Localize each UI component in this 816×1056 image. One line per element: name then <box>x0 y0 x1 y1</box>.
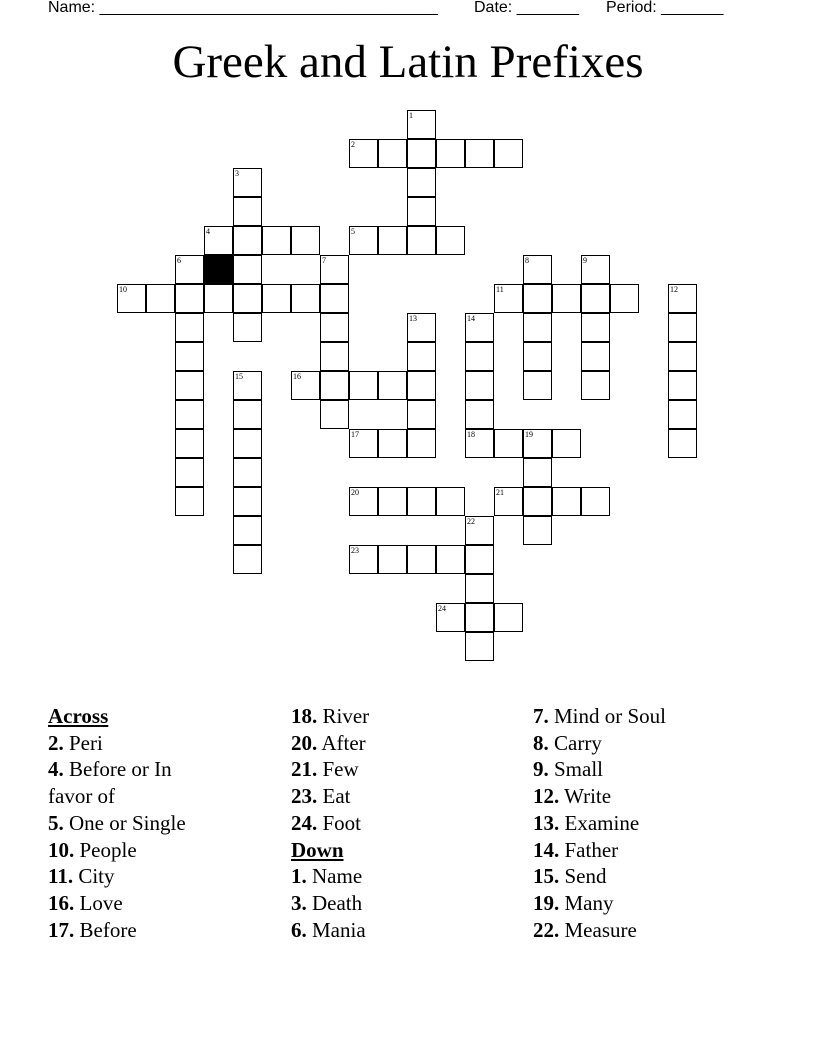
grid-cell[interactable] <box>146 284 175 313</box>
clue-item <box>48 810 248 837</box>
clue-item-number: 4. <box>48 757 64 782</box>
grid-cell[interactable] <box>320 313 349 342</box>
clue-item <box>291 783 491 810</box>
grid-cell[interactable] <box>552 429 581 458</box>
grid-cell[interactable] <box>523 313 552 342</box>
clue-item <box>48 837 248 864</box>
grid-cell[interactable] <box>523 429 552 458</box>
clue-number: 20 <box>351 488 359 497</box>
clue-number: 17 <box>351 430 359 439</box>
grid-cell[interactable] <box>233 197 262 226</box>
clue-item-text: Love <box>74 890 123 915</box>
name-field[interactable]: Name: ______________________________________ <box>48 0 438 16</box>
grid-cell[interactable] <box>349 487 378 516</box>
grid-cell[interactable] <box>494 139 523 168</box>
grid-cell[interactable] <box>523 342 552 371</box>
grid-cell[interactable] <box>668 284 697 313</box>
clue-column-3 <box>533 703 773 943</box>
grid-cell[interactable] <box>262 226 291 255</box>
grid-cell[interactable] <box>465 139 494 168</box>
clue-number: 1 <box>409 111 413 120</box>
clue-item <box>48 863 248 890</box>
grid-cell[interactable] <box>320 371 349 400</box>
grid-cell[interactable] <box>523 371 552 400</box>
grid-cell[interactable] <box>668 342 697 371</box>
grid-cell[interactable] <box>552 284 581 313</box>
grid-cell[interactable] <box>233 429 262 458</box>
grid-cell[interactable] <box>378 139 407 168</box>
grid-cell[interactable] <box>233 284 262 313</box>
clue-item-text: Father <box>559 837 619 862</box>
clue-item-text: Few <box>317 757 359 782</box>
down-clue-list <box>291 863 491 943</box>
grid-cell[interactable] <box>552 487 581 516</box>
clue-item-text: Death <box>306 890 363 915</box>
grid-cell[interactable] <box>378 371 407 400</box>
clue-number: 8 <box>525 256 529 265</box>
grid-cell[interactable] <box>233 371 262 400</box>
grid-cell[interactable] <box>407 487 436 516</box>
grid-cell[interactable] <box>233 226 262 255</box>
clue-item-number: 24. <box>291 810 318 835</box>
clue-number: 4 <box>206 227 210 236</box>
grid-cell[interactable] <box>465 516 494 545</box>
grid-cell[interactable] <box>233 487 262 516</box>
clue-number: 24 <box>438 604 446 613</box>
clue-item-text: Send <box>559 864 607 889</box>
clue-item-number: 2. <box>48 730 64 755</box>
clue-number: 11 <box>496 285 504 294</box>
clue-item-number: 8. <box>533 730 549 755</box>
grid-cell[interactable] <box>349 371 378 400</box>
grid-cell[interactable] <box>175 371 204 400</box>
grid-cell[interactable] <box>407 313 436 342</box>
grid-cell[interactable] <box>233 255 262 284</box>
clue-item <box>533 730 773 757</box>
grid-cell[interactable] <box>407 168 436 197</box>
clue-number: 13 <box>409 314 417 323</box>
clue-item-text: Mind or Soul <box>548 704 667 728</box>
clue-number: 16 <box>293 372 301 381</box>
clue-number: 21 <box>496 488 504 497</box>
clue-number: 22 <box>467 517 475 526</box>
clue-item <box>533 837 773 864</box>
across-clue-list-cont <box>291 703 491 837</box>
clue-item-text: One or Single <box>63 810 186 835</box>
clue-item-text: Eat <box>317 784 351 809</box>
clue-item-text: Name <box>306 864 363 889</box>
clue-item-text: Mania <box>306 917 366 942</box>
grid-cell[interactable] <box>668 400 697 429</box>
clue-item <box>48 730 248 757</box>
clue-item-number: 23. <box>291 784 318 809</box>
clue-number: 5 <box>351 227 355 236</box>
clue-number: 15 <box>235 372 243 381</box>
grid-cell[interactable] <box>407 110 436 139</box>
grid-cell[interactable] <box>233 400 262 429</box>
clue-item-text: Peri <box>63 730 103 755</box>
grid-cell[interactable] <box>465 545 494 574</box>
grid-cell[interactable] <box>581 371 610 400</box>
grid-cell[interactable] <box>407 545 436 574</box>
clue-item <box>48 890 248 917</box>
clue-item-text: Many <box>559 890 614 915</box>
grid-cell[interactable] <box>320 400 349 429</box>
clue-item <box>48 917 248 944</box>
grid-block-cell <box>204 255 233 284</box>
clue-number: 7 <box>322 256 326 265</box>
grid-cell[interactable] <box>465 342 494 371</box>
clue-number: 18 <box>467 430 475 439</box>
grid-cell[interactable] <box>204 284 233 313</box>
clue-item <box>533 810 773 837</box>
grid-cell[interactable] <box>291 226 320 255</box>
grid-cell[interactable] <box>320 284 349 313</box>
grid-cell[interactable] <box>291 371 320 400</box>
clue-item-text: People <box>74 837 137 862</box>
grid-cell[interactable] <box>175 284 204 313</box>
grid-cell[interactable] <box>523 458 552 487</box>
grid-cell[interactable] <box>349 545 378 574</box>
clue-item-number: 9. <box>533 757 549 782</box>
grid-cell[interactable] <box>465 603 494 632</box>
clue-item <box>533 890 773 917</box>
down-clue-list-cont <box>533 703 773 943</box>
grid-cell[interactable] <box>668 429 697 458</box>
grid-cell[interactable] <box>407 371 436 400</box>
grid-cell[interactable] <box>523 255 552 284</box>
grid-cell[interactable] <box>407 400 436 429</box>
grid-cell[interactable] <box>523 487 552 516</box>
clue-item-text: Examine <box>559 810 640 835</box>
grid-cell[interactable] <box>407 342 436 371</box>
grid-cell[interactable] <box>175 342 204 371</box>
grid-cell[interactable] <box>349 429 378 458</box>
grid-cell[interactable] <box>175 487 204 516</box>
clue-number: 9 <box>583 256 587 265</box>
grid-cell[interactable] <box>407 139 436 168</box>
grid-cell[interactable] <box>523 516 552 545</box>
clue-item-text: After <box>317 730 366 755</box>
clue-item-number: 1. <box>291 864 307 889</box>
grid-cell[interactable] <box>378 545 407 574</box>
grid-cell[interactable] <box>465 400 494 429</box>
clue-item <box>291 810 491 837</box>
clue-item-text: Before or In favor of <box>48 757 172 809</box>
clue-item-text: River <box>317 704 370 728</box>
clue-item-number: 7. <box>533 704 549 728</box>
grid-cell[interactable] <box>349 139 378 168</box>
clue-number: 12 <box>670 285 678 294</box>
clue-item <box>291 756 491 783</box>
grid-cell[interactable] <box>233 516 262 545</box>
clue-item <box>533 783 773 810</box>
page-title: Greek and Latin Prefixes <box>172 36 644 88</box>
grid-cell[interactable] <box>175 313 204 342</box>
across-clue-list <box>48 730 248 944</box>
clue-item-number: 6. <box>291 917 307 942</box>
grid-cell[interactable] <box>668 313 697 342</box>
clue-item-number: 17. <box>48 917 75 942</box>
grid-cell[interactable] <box>668 371 697 400</box>
grid-cell[interactable] <box>465 371 494 400</box>
clue-item-number: 20. <box>291 730 318 755</box>
clue-item-number: 21. <box>291 757 318 782</box>
clue-number: 10 <box>119 285 127 294</box>
grid-cell[interactable] <box>233 545 262 574</box>
period-field[interactable]: Period: _______ <box>606 0 724 16</box>
clue-number: 23 <box>351 546 359 555</box>
grid-cell[interactable] <box>465 632 494 661</box>
grid-cell[interactable] <box>407 226 436 255</box>
grid-cell[interactable] <box>494 429 523 458</box>
clue-number: 19 <box>525 430 533 439</box>
clue-number: 2 <box>351 140 355 149</box>
clue-item <box>533 917 773 944</box>
grid-cell[interactable] <box>378 226 407 255</box>
grid-cell[interactable] <box>378 487 407 516</box>
clue-item <box>291 890 491 917</box>
clue-number: 6 <box>177 256 181 265</box>
grid-cell[interactable] <box>494 284 523 313</box>
grid-cell[interactable] <box>494 487 523 516</box>
clue-item <box>291 703 491 730</box>
clue-item-text: City <box>73 864 115 889</box>
grid-cell[interactable] <box>175 429 204 458</box>
clue-item-number: 10. <box>48 837 75 862</box>
grid-cell[interactable] <box>407 429 436 458</box>
grid-cell[interactable] <box>378 429 407 458</box>
grid-cell[interactable] <box>175 255 204 284</box>
grid-cell[interactable] <box>436 139 465 168</box>
clue-item-text: Before <box>74 917 137 942</box>
grid-cell[interactable] <box>349 226 378 255</box>
clue-item-number: 11. <box>48 864 74 889</box>
clue-item-text: Measure <box>559 917 637 942</box>
clue-column-1 <box>48 703 248 943</box>
clue-item-number: 15. <box>533 864 560 889</box>
clue-item <box>291 730 491 757</box>
grid-cell[interactable] <box>581 255 610 284</box>
grid-cell[interactable] <box>204 226 233 255</box>
clue-item-number: 18. <box>291 704 318 728</box>
clue-item-number: 16. <box>48 890 75 915</box>
clue-item-text: Foot <box>317 810 362 835</box>
grid-cell[interactable] <box>465 429 494 458</box>
grid-cell[interactable] <box>320 255 349 284</box>
clue-item-number: 3. <box>291 890 307 915</box>
clue-item <box>533 863 773 890</box>
grid-cell[interactable] <box>523 284 552 313</box>
clue-item-number: 13. <box>533 810 560 835</box>
date-field[interactable]: Date: _______ <box>474 0 579 16</box>
clue-item-text: Write <box>559 784 612 809</box>
clue-number: 3 <box>235 169 239 178</box>
clue-item <box>291 863 491 890</box>
grid-cell[interactable] <box>117 284 146 313</box>
grid-cell[interactable] <box>436 603 465 632</box>
grid-cell[interactable] <box>233 313 262 342</box>
clue-item-text: Small <box>548 757 604 782</box>
clue-item <box>533 703 773 730</box>
grid-cell[interactable] <box>610 284 639 313</box>
grid-cell[interactable] <box>436 487 465 516</box>
clue-item-number: 19. <box>533 890 560 915</box>
across-heading: Across <box>48 704 109 728</box>
grid-cell[interactable] <box>262 284 291 313</box>
clue-item-number: 22. <box>533 917 560 942</box>
grid-cell[interactable] <box>465 574 494 603</box>
grid-cell[interactable] <box>581 342 610 371</box>
grid-cell[interactable] <box>494 603 523 632</box>
grid-cell[interactable] <box>407 197 436 226</box>
clue-item <box>48 756 208 809</box>
clue-item-text: Carry <box>548 730 602 755</box>
grid-cell[interactable] <box>233 168 262 197</box>
grid-cell[interactable] <box>320 342 349 371</box>
clue-item-number: 14. <box>533 837 560 862</box>
grid-cell[interactable] <box>233 458 262 487</box>
down-heading: Down <box>291 837 344 862</box>
grid-cell[interactable] <box>436 226 465 255</box>
grid-cell[interactable] <box>291 284 320 313</box>
clue-column-2 <box>291 703 491 943</box>
grid-cell[interactable] <box>436 545 465 574</box>
grid-cell[interactable] <box>175 458 204 487</box>
grid-cell[interactable] <box>175 400 204 429</box>
clue-item <box>533 756 773 783</box>
clue-item <box>291 917 491 944</box>
grid-cell[interactable] <box>465 313 494 342</box>
clue-item-number: 5. <box>48 810 64 835</box>
grid-cell[interactable] <box>581 284 610 313</box>
grid-cell[interactable] <box>581 313 610 342</box>
grid-cell[interactable] <box>581 487 610 516</box>
clue-number: 14 <box>467 314 475 323</box>
clue-item-number: 12. <box>533 784 560 809</box>
